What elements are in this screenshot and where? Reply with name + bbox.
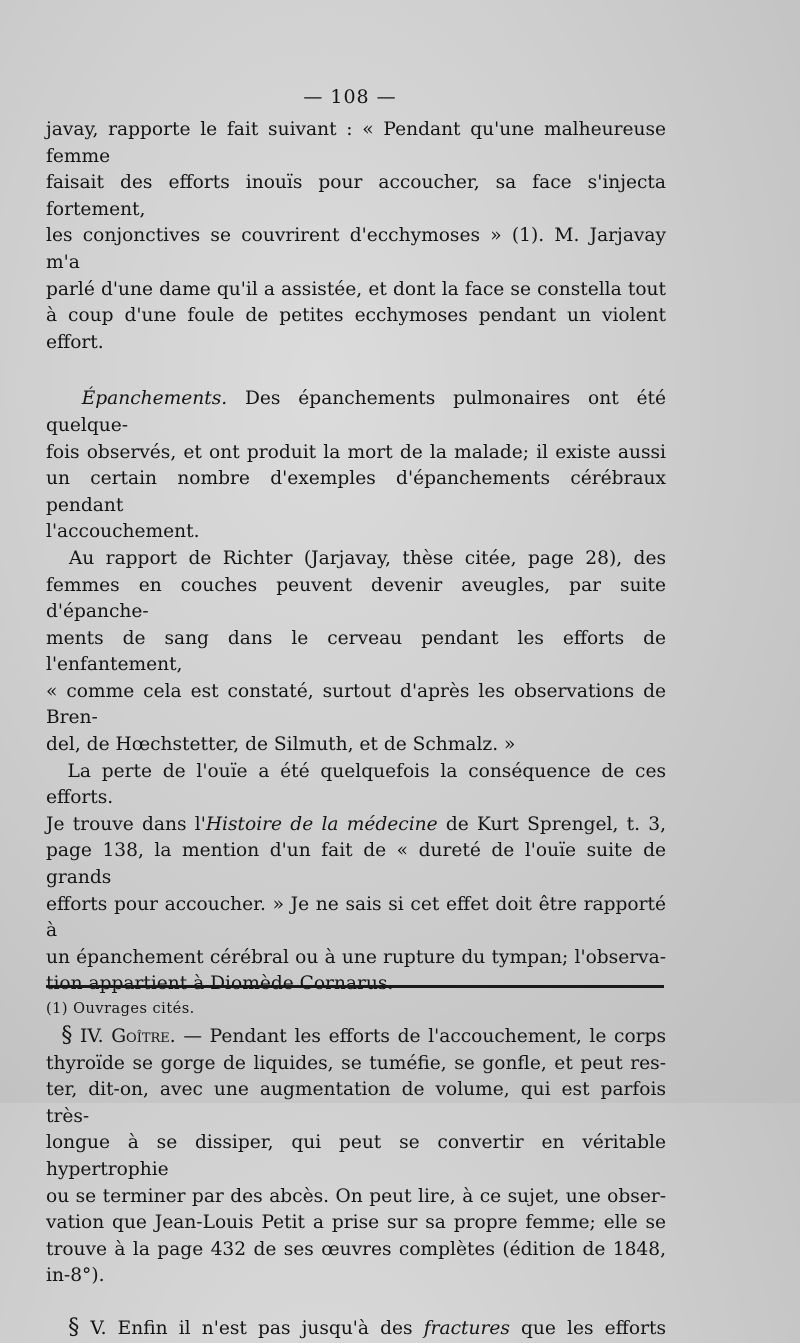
- text-run: V. Enfin il n'est pas jusqu'à des: [79, 1317, 424, 1339]
- text-line: les conjonctives se couvrirent d'ecchymoses » (1). M. Jarjavay m'a: [46, 225, 666, 273]
- footnote-rule: [46, 985, 664, 988]
- text-line: faisait des efforts inouïs pour accoucher, sa face s'injecta fortement,: [46, 172, 666, 220]
- text-line: femmes en couches peuvent devenir aveugles, par suite d'épanche-: [46, 574, 666, 623]
- paragraph-ouie: [46, 759, 666, 998]
- text-line: efforts pour accoucher. » Je ne sais si cet effet doit être rapporté à: [46, 893, 666, 942]
- text-line: vation que Jean-Louis Petit a prise sur sa propre femme; elle se: [46, 1212, 666, 1234]
- text-run: La perte de l'ouïe a été quelquefois la conséquence de ces efforts.: [46, 760, 666, 809]
- text-line: l'accouchement.: [46, 521, 200, 543]
- text-run: que les efforts: [509, 1317, 666, 1339]
- text-line: ments de sang dans le cerveau pendant les efforts de l'enfantement,: [46, 627, 666, 676]
- text-line: un certain nombre d'exemples d'épanchements cérébraux pendant: [46, 468, 666, 516]
- book-title: Histoire de la médecine: [205, 813, 438, 835]
- text-line: [46, 759, 666, 812]
- page-number: — 108 —: [303, 86, 397, 108]
- text-run: IV.: [72, 1026, 112, 1047]
- text-line: trouve à la page 432 de ses œuvres complètes (édition de 1848, in-8°).: [46, 1238, 666, 1287]
- text-line: [46, 546, 666, 573]
- paragraph-fractures: [46, 1316, 666, 1343]
- text-line: fois observés, et ont produit la mort de la malade; il existe aussi: [46, 441, 666, 463]
- text-line: [46, 812, 666, 839]
- section-sign: §: [61, 1023, 73, 1048]
- text-line: à coup d'une foule de petites ecchymoses pendant un violent effort.: [46, 305, 666, 353]
- text-line: [46, 1316, 666, 1343]
- text-line: ter, dit-on, avec une augmentation de volume, qui est parfois très-: [46, 1079, 666, 1127]
- paragraph-goitre: [46, 1024, 666, 1290]
- text-line: un épanchement cérébral ou à une rupture du tympan; l'observa-: [46, 946, 666, 968]
- text-line: ou se terminer par des abcès. On peut lire, à ce sujet, une obser-: [46, 1185, 666, 1207]
- footnote: (1) Ouvrages cités.: [46, 1001, 195, 1017]
- text-run: Je trouve dans l': [46, 813, 206, 835]
- text-line: thyroïde se gorge de liquides, se tuméfie, se gonfle, et peut res-: [46, 1052, 666, 1074]
- text-line: « comme cela est constaté, surtout d'après les observations de Bren-: [46, 680, 666, 729]
- text-run: — Pendant les efforts de l'accouchement, le corps: [175, 1026, 666, 1047]
- section-heading: Épanchements.: [81, 388, 228, 410]
- text-line: javay, rapporte le fait suivant : « Pendant qu'une malheureuse femme: [46, 119, 666, 167]
- text-run: Des épanchements pulmonaires ont été quelque-: [46, 388, 667, 436]
- text-line: [46, 386, 666, 439]
- text-line: tion appartient à Diomède Cornarus.: [46, 973, 394, 995]
- text-line: page 138, la mention d'un fait de « dureté de l'ouïe suite de grands: [46, 840, 666, 889]
- body-text: [46, 117, 666, 1343]
- paragraph-epanchements: [46, 386, 666, 546]
- text-line: [46, 1024, 666, 1051]
- text-line: del, de Hœchstetter, de Silmuth, et de Schmalz. »: [46, 734, 516, 756]
- section-heading: Goître.: [111, 1026, 176, 1047]
- text-run: Au rapport de Richter (Jarjavay, thèse citée, page 28), des: [68, 547, 666, 569]
- section-sign: §: [68, 1314, 80, 1340]
- paragraph-richter: [46, 546, 666, 759]
- text-line: parlé d'une dame qu'il a assistée, et dont la face se constella tout: [46, 278, 666, 300]
- text-run: de Kurt Sprengel, t. 3,: [437, 813, 667, 835]
- emphasis: fractures: [423, 1317, 510, 1339]
- paragraph-1: [46, 117, 666, 356]
- text-line: longue à se dissiper, qui peut se convertir en véritable hypertrophie: [46, 1132, 666, 1180]
